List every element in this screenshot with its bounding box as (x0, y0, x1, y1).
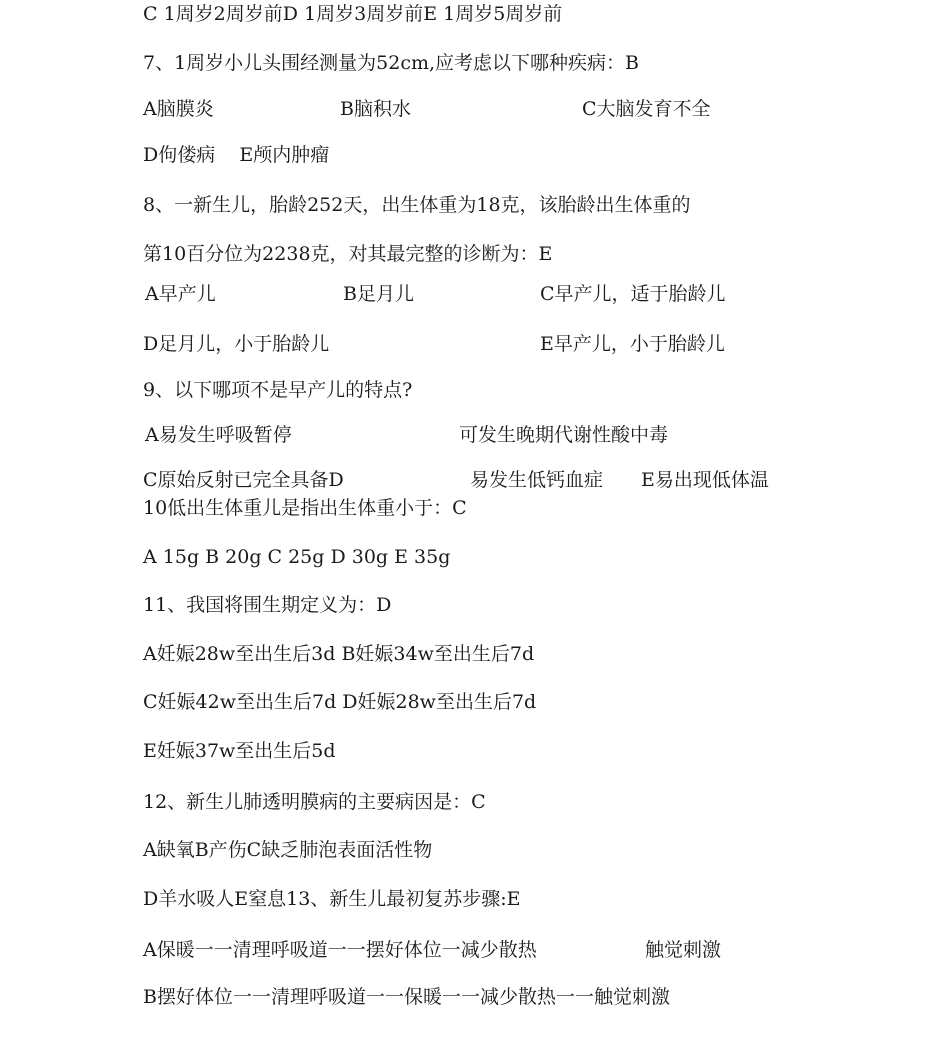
option-e: E易出现低体温 (641, 469, 769, 491)
option-b: 可发生晚期代谢性酸中毒 (459, 424, 669, 446)
option-b: B足月儿 (343, 283, 414, 305)
question-12: 12、新生儿肺透明膜病的主要病因是：C (143, 791, 486, 813)
question-8-cont: 第10百分位为2238克，对其最完整的诊断为：E (143, 243, 553, 265)
option-a: A保暖一一清理呼吸道一一摆好体位一减少散热 (143, 939, 537, 961)
question-9: 9、以下哪项不是早产儿的特点? (143, 379, 413, 401)
option-d-text: 易发生低钙血症 (470, 469, 604, 491)
option-c-d: C原始反射已完全具备D (143, 469, 344, 491)
options-d-e-question-13: D羊水吸人E窒息13、新生儿最初复苏步骤:E (143, 888, 521, 910)
option-b: B脑积水 (340, 98, 411, 120)
option-a: A脑膜炎 (143, 98, 214, 120)
question-8: 8、一新生儿，胎龄252天，出生体重为18克，该胎龄出生体重的 (143, 194, 691, 216)
option-e: E早产儿，小于胎龄儿 (540, 333, 725, 355)
option-b: B摆好体位一一清理呼吸道一一保暖一一减少散热一一触觉刺激 (143, 986, 670, 1008)
question-10: 10低出生体重儿是指出生体重小于：C (143, 497, 467, 519)
question-11: 11、我国将围生期定义为：D (143, 594, 392, 616)
option-a-cont: 触觉刺激 (645, 939, 722, 961)
options-line: A 15g B 20g C 25g D 30g E 35g (143, 546, 451, 568)
option-e: E妊娠37w至出生后5d (143, 740, 336, 762)
options-d-e: D佝偻病 E颅内肿瘤 (143, 144, 330, 166)
question-7: 7、1周岁小儿头围经测量为52cm,应考虑以下哪种疾病：B (143, 52, 640, 74)
option-d: D足月儿，小于胎龄儿 (143, 333, 330, 355)
options-c-d: C妊娠42w至出生后7d D妊娠28w至出生后7d (143, 691, 537, 713)
option-c: C早产儿，适于胎龄儿 (540, 283, 726, 305)
option-c: C大脑发育不全 (582, 98, 711, 120)
option-a: A易发生呼吸暂停 (145, 424, 292, 446)
answer-options-line: C 1周岁2周岁前D 1周岁3周岁前E 1周岁5周岁前 (143, 3, 563, 25)
options-a-c: A缺氧B产伤C缺乏肺泡表面活性物 (143, 839, 433, 861)
options-a-b: A妊娠28w至出生后3d B妊娠34w至出生后7d (143, 643, 535, 665)
option-a: A早产儿 (145, 283, 216, 305)
